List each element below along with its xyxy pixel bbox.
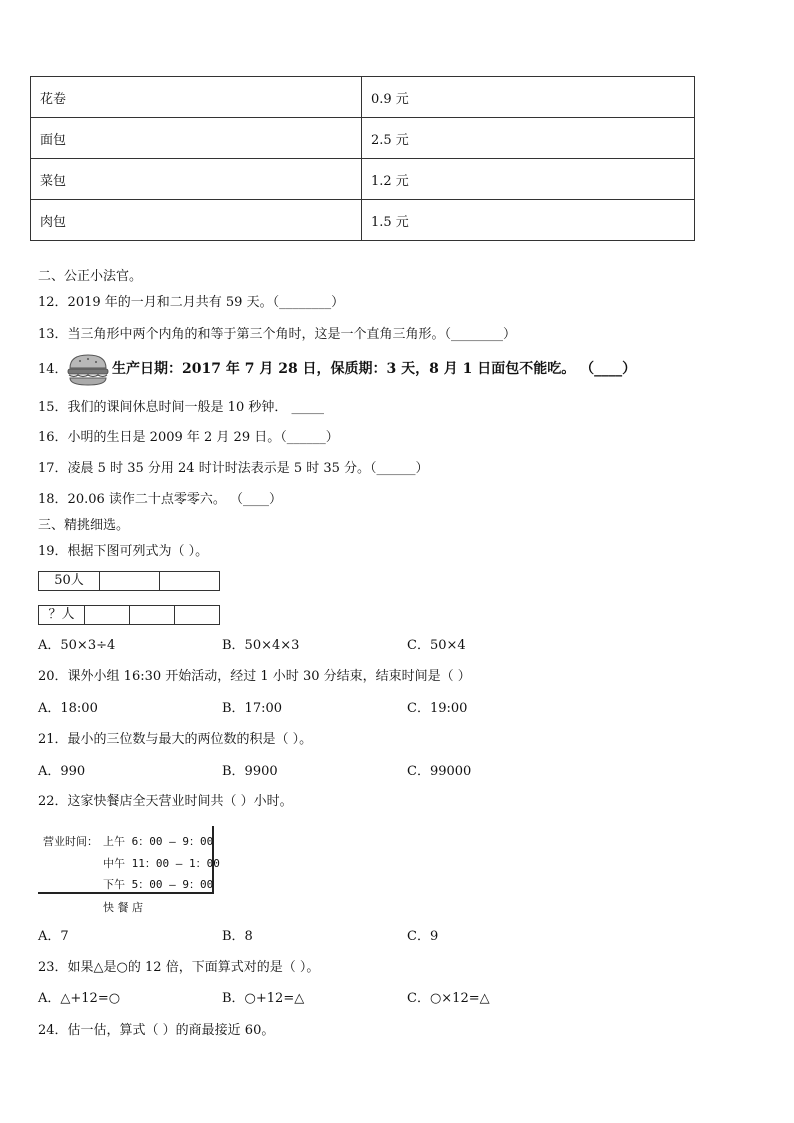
business-hours-sign	[38, 826, 220, 894]
option-c: C．50×4	[407, 638, 466, 653]
item-cell: 花卷	[31, 77, 362, 118]
hours-row-evening: 下午 5：00 — 9：00	[103, 878, 214, 891]
hours-row-noon: 中午 11：00 — 1：00	[103, 857, 220, 870]
hours-label: 营业时间：	[43, 835, 98, 848]
table-row	[31, 77, 695, 118]
question-20: 20．课外小组 16:30 开始活动，经过 1 小时 30 分结束，结束时间是（ ）	[38, 669, 471, 684]
sign-caption: 快 餐 店	[103, 901, 143, 914]
bar-segment	[85, 606, 130, 624]
option-c: C．○×12=△	[407, 991, 490, 1006]
bar-segment-label: 50人	[39, 572, 100, 590]
question-21: 21．最小的三位数与最大的两位数的积是（ ）。	[38, 732, 313, 747]
price-cell: 1.5 元	[362, 200, 695, 241]
option-b: B．8	[222, 929, 253, 944]
bar-segment	[175, 606, 219, 624]
hamburger-icon	[66, 352, 110, 388]
option-b: B．9900	[222, 764, 278, 779]
bar-segment	[160, 572, 219, 590]
option-c: C．99000	[407, 764, 472, 779]
price-cell: 1.2 元	[362, 159, 695, 200]
bar-diagram-2	[38, 605, 220, 625]
option-c: C．9	[407, 929, 439, 944]
question-12: 12．2019 年的一月和二月共有 59 天。（________）	[38, 295, 345, 310]
option-b: B．17:00	[222, 701, 283, 716]
bar-diagram-1	[38, 571, 220, 591]
option-b: B．○+12=△	[222, 991, 305, 1006]
question-23: 23．如果△是○的 12 倍，下面算式对的是（ ）。	[38, 960, 320, 975]
sign-border-bottom	[38, 892, 214, 894]
item-cell: 面包	[31, 118, 362, 159]
item-cell: 肉包	[31, 200, 362, 241]
question-19: 19．根据下图可列式为（ ）。	[38, 544, 209, 559]
question-24: 24．估一估，算式（ ）的商最接近 60。	[38, 1023, 275, 1038]
item-cell: 菜包	[31, 159, 362, 200]
question-17: 17．凌晨 5 时 35 分用 24 时计时法表示是 5 时 35 分。（______）	[38, 461, 429, 476]
price-cell: 2.5 元	[362, 118, 695, 159]
option-c: C．19:00	[407, 701, 468, 716]
option-a: A．990	[38, 764, 86, 779]
table-row	[31, 159, 695, 200]
bar-segment	[130, 606, 175, 624]
section3-heading: 三、精挑细选。	[38, 518, 130, 533]
option-a: A．50×3÷4	[38, 638, 116, 653]
option-a: A．7	[38, 929, 69, 944]
question-18: 18．20.06 读作二十点零零六。 （____）	[38, 492, 283, 507]
price-cell: 0.9 元	[362, 77, 695, 118]
section2-heading: 二、公正小法官。	[38, 269, 143, 284]
option-a: A．△+12=○	[38, 991, 121, 1006]
hours-row-morning: 上午 6：00 — 9：00	[103, 835, 214, 848]
option-a: A．18:00	[38, 701, 98, 716]
option-b: B．50×4×3	[222, 638, 300, 653]
price-table	[30, 76, 695, 241]
bar-segment-label: ？人	[39, 606, 85, 624]
question-14-text: 生产日期：2017 年 7 月 28 日，保质期：3 天，8 月 1 日面包不能吃。 （____）	[112, 361, 637, 377]
question-22: 22．这家快餐店全天营业时间共（ ）小时。	[38, 794, 293, 809]
table-row	[31, 118, 695, 159]
table-row	[31, 200, 695, 241]
question-16: 16．小明的生日是 2009 年 2 月 29 日。（______）	[38, 430, 339, 445]
question-13: 13．当三角形中两个内角的和等于第三个角时，这是一个直角三角形。（________）	[38, 327, 517, 342]
question-14-number: 14．	[38, 362, 68, 377]
question-15: 15．我们的课间休息时间一般是 10 秒钟． _____	[38, 400, 324, 415]
bar-segment	[100, 572, 160, 590]
